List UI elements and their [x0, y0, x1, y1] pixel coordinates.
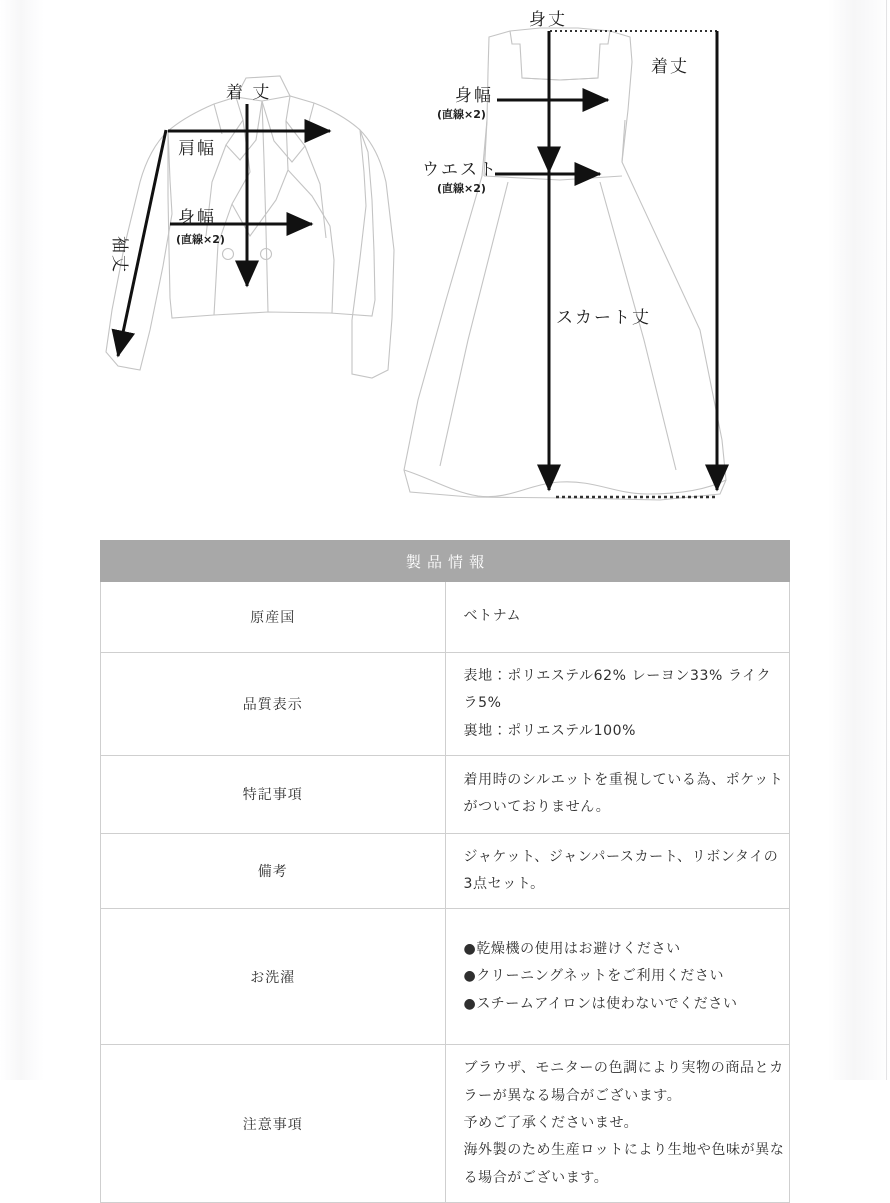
row-label-country: 原産国: [101, 582, 446, 653]
table-row: [101, 1045, 790, 1202]
measurement-diagrams: [0, 0, 890, 520]
row-value-remarks: [445, 833, 790, 909]
dress-total-length-label: 着丈: [651, 57, 689, 77]
table-row: [101, 755, 790, 833]
table-header-row: [101, 541, 790, 582]
jacket-length-label: 着 丈: [226, 83, 272, 103]
row-label-special-note: 特記事項: [101, 755, 446, 833]
row-label-remarks: 備考: [101, 833, 446, 909]
dress-waist-label: ウエスト: [422, 160, 498, 180]
dress-body-length-label: 身丈: [529, 10, 567, 30]
value-line: 予めご了承くださいませ。: [463, 1115, 639, 1132]
value-line: 裏地：ポリエステル100%: [463, 722, 637, 739]
dress-waist-sublabel: (直線×2): [437, 182, 486, 195]
value-line: ジャケット、ジャンパースカート、リボンタイの3点セット。: [463, 848, 779, 893]
value-line: ●スチームアイロンは使わないでください: [463, 995, 738, 1012]
dress-chest-width-label: 身幅: [455, 86, 493, 106]
value-line: ベトナム: [463, 608, 522, 625]
table-row: [101, 582, 790, 653]
row-value-quality: [445, 653, 790, 756]
jacket-shoulder-width-label: 肩幅: [178, 139, 216, 159]
value-line: 海外製のため生産ロットにより生地や色味が異なる場合がございます。: [463, 1142, 785, 1186]
row-value-washing: [445, 909, 790, 1045]
table-row: [101, 653, 790, 756]
table-row: [101, 909, 790, 1045]
jacket-button-left: [223, 249, 234, 260]
value-line: ●クリーニングネットをご利用ください: [463, 968, 725, 985]
value-line: ●乾燥機の使用はお避けください: [463, 941, 681, 958]
row-label-caution: 注意事項: [101, 1045, 446, 1202]
product-info-title: 製品情報: [101, 541, 790, 582]
dress-chest-width-sublabel: (直線×2): [437, 108, 486, 121]
jacket-outline: [106, 76, 394, 378]
product-info-body: [101, 582, 790, 1203]
row-value-country: [445, 582, 790, 653]
jacket-chest-width-label: 身幅: [178, 208, 216, 228]
value-line: 着用時のシルエットを重視している為、ポケットがついておりません。: [463, 772, 784, 816]
table-row: [101, 833, 790, 909]
product-info-table: [100, 540, 790, 1203]
value-line: ブラウザ、モニターの色調により実物の商品とカラーが異なる場合がございます。: [463, 1060, 784, 1104]
row-value-special-note: [445, 755, 790, 833]
row-value-caution: [445, 1045, 790, 1202]
row-label-quality: 品質表示: [101, 653, 446, 756]
row-label-washing: お洗濯: [101, 909, 446, 1045]
jacket-sleeve-length-label: 袖丈: [109, 236, 129, 274]
value-line: 表地：ポリエステル62% レーヨン33% ライクラ5%: [463, 668, 772, 712]
jacket-chest-width-sublabel: (直線×2): [176, 233, 225, 246]
dress-skirt-length-label: スカート丈: [556, 308, 651, 328]
